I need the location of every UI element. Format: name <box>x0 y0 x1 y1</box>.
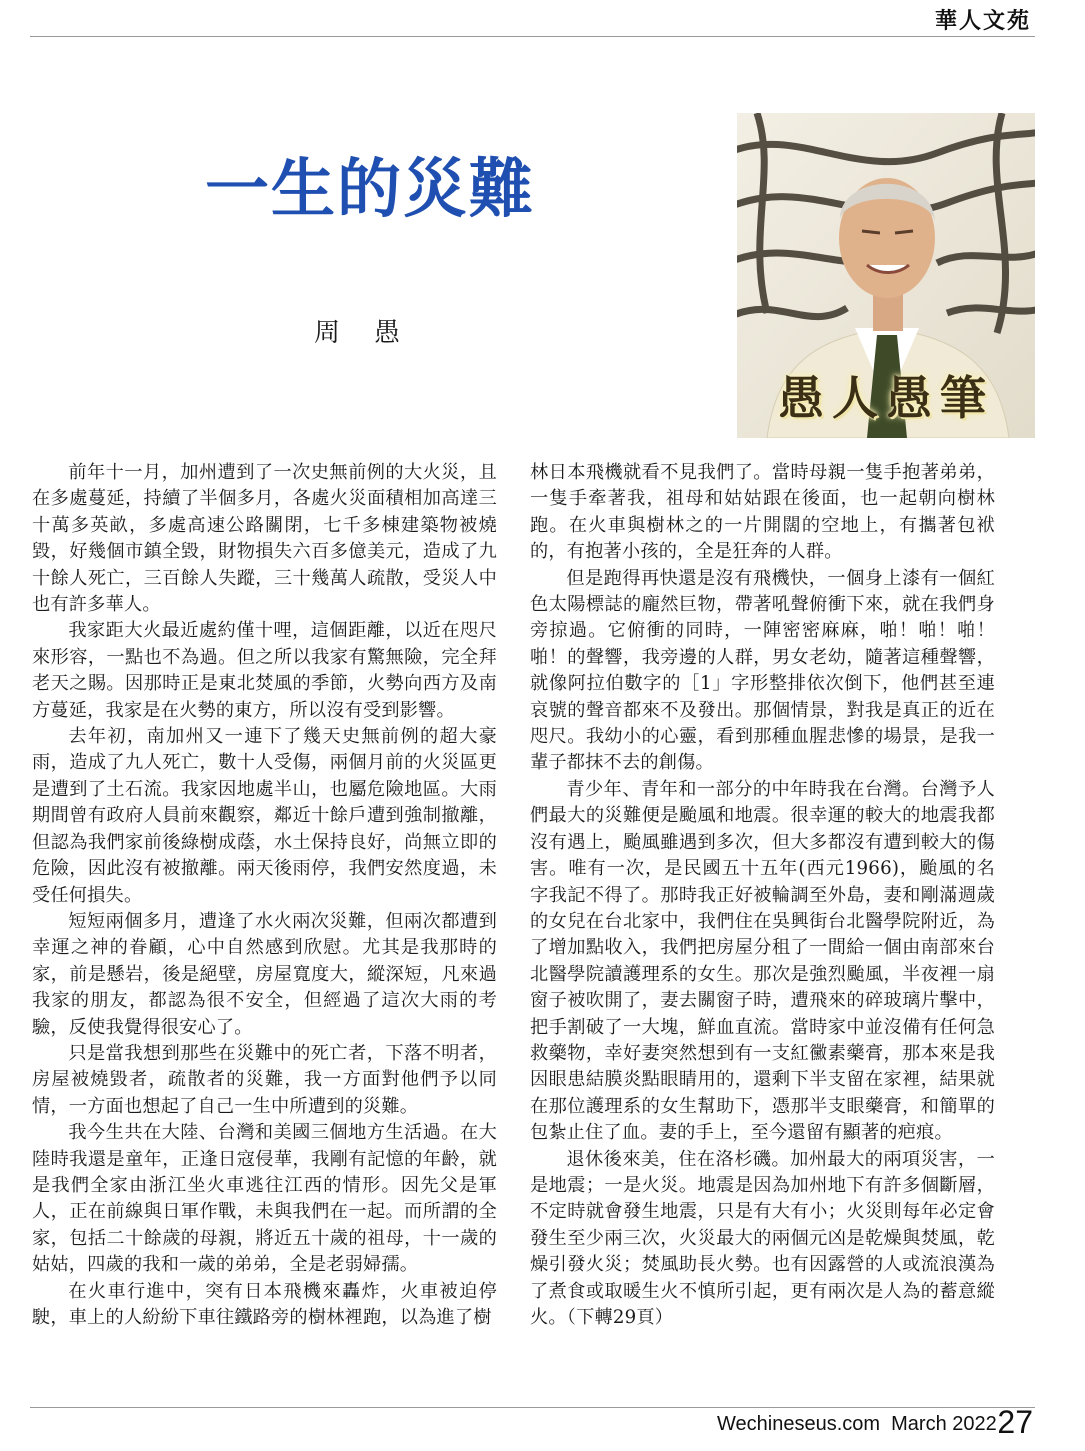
paragraph: 我家距大火最近處約僅十哩，這個距離，以近在咫尺來形容，一點也不為過。但之所以我家有驚無險，完全拜老天之賜。因那時正是東北焚風的季節，火勢向西方及南方蔓延，我家是在火勢的東方，所以沒有受到影響。 <box>32 620 497 721</box>
paragraph: 退休後來美，住在洛杉磯。加州最大的兩項災害，一是地震；一是火災。地震是因為加州地下有許多個斷層，不定時就會發生地震，只是有大有小；火災則每年必定會發生至少兩三次，火災最大的兩個元凶是乾燥與焚風，乾燥引發火災；焚風助長火勢。也有因露營的人或流浪漢為了煮食或取暖生火不慎所引起，更有兩次是人為的蓄意縱火。（下轉29頁） <box>530 1148 995 1328</box>
paragraph: 前年十一月，加州遭到了一次史無前例的大火災，且在多處蔓延，持續了半個多月，各處火災面積相加高達三十萬多英畝，多處高速公路關閉，七千多棟建築物被燒毀，好幾個市鎮全毀，財物損失六百多億美元，造成了九十餘人死亡，三百餘人失蹤，三十幾萬人疏散，受災人中也有許多華人。 <box>32 462 497 616</box>
photo-caption: 愚人愚筆 <box>778 371 994 425</box>
paragraph: 去年初，南加州又一連下了幾天史無前例的超大豪雨，造成了九人死亡，數十人受傷，兩個月前的火災區更是遭到了土石流。我家因地處半山，也屬危險地區。大雨期間曾有政府人員前來觀察，鄰近十餘戶遭到強制撤離，但認為我們家前後綠樹成蔭，水土保持良好，尚無立即的危險，因此沒有被撤離。兩天後雨停，我們安然度過，未受任何損失。 <box>32 726 497 906</box>
author-photo <box>737 113 1035 438</box>
paragraph: 青少年、青年和一部分的中年時我在台灣。台灣予人們最大的災難便是颱風和地震。很幸運的較大的地震我都沒有遇上，颱風雖遇到多次，但大多都沒有遭到較大的傷害。唯有一次，是民國五十五年(西元1966)，颱風的名字我記不得了。那時我正好被輪調至外島，妻和剛滿週歲的女兒在台北家中，我們住在吳興街台北醫學院附近，為了增加點收入，我們把房屋分租了一間給一個由南部來台北醫學院讀護理系的女生。那次是強烈颱風，半夜裡一扇窗子被吹開了，妻去關窗子時，遭飛來的碎玻璃片擊中，把手割破了一大塊，鮮血直流。當時家中並沒備有任何急救藥物，幸好妻突然想到有一支紅黴素藥膏，那本來是我因眼患結膜炎點眼睛用的，還剩下半支留在家裡，結果就在那位護理系的女生幫助下，憑那半支眼藥膏，和簡單的包紮止住了血。妻的手上，至今還留有顯著的疤痕。 <box>530 778 995 1144</box>
paragraph: 林日本飛機就看不見我們了。當時母親一隻手抱著弟弟，一隻手牽著我，祖母和姑姑跟在後面，也一起朝向樹林跑。在火車與樹林之的一片開闊的空地上，有攜著包袱的，有抱著小孩的，全是狂奔的人群。 <box>530 462 995 563</box>
section-title: 華人文苑 <box>934 8 1031 34</box>
paragraph: 短短兩個多月，遭逢了水火兩次災難，但兩次都遭到幸運之神的眷顧，心中自然感到欣慰。尤其是我那時的家，前是懸岩，後是絕壁，房屋寬度大，縱深短，凡來過我家的朋友，都認為很不安全，但經過了這次大雨的考驗，反使我覺得很安心了。 <box>32 910 497 1038</box>
paragraph: 在火車行進中，突有日本飛機來轟炸，火車被迫停駛，車上的人紛紛下車往鐵路旁的樹林裡跑，以為進了樹 <box>32 1280 497 1328</box>
paragraph: 但是跑得再快還是沒有飛機快，一個身上漆有一個紅色太陽標誌的龐然巨物，帶著吼聲俯衝下來，就在我們身旁掠過。它俯衝的同時，一陣密密麻麻，啪！啪！啪！啪！的聲響，我旁邊的人群，男女老幼，隨著這種聲響，就像阿拉伯數字的［1」字形整排依次倒下，他們甚至連哀號的聲音都來不及發出。那個情景，對我是真正的近在咫尺。我幼小的心靈，看到那種血腥悲慘的場景，是我一輩子都抹不去的創傷。 <box>530 567 995 774</box>
article-title: 一生的災難 <box>205 153 535 227</box>
article-author: 周愚 <box>314 318 435 348</box>
top-rule <box>30 36 1035 37</box>
bottom-rule <box>30 1407 1035 1408</box>
right-column <box>530 460 995 1360</box>
page-number: 27 <box>997 1404 1033 1440</box>
left-column <box>32 460 497 1360</box>
paragraph: 我今生共在大陸、台灣和美國三個地方生活過。在大陸時我還是童年，正逢日寇侵華，我剛有記憶的年齡，就是我們全家由浙江坐火車逃往江西的情形。因先父是軍人，正在前線與日軍作戰，未與我們在一起。而所謂的全家，包括二十餘歲的母親，將近五十歲的祖母，十一歲的姑姑，四歲的我和一歲的弟弟，全是老弱婦孺。 <box>32 1122 497 1276</box>
footer-site-date: Wechineseus.com March 2022 <box>717 1413 997 1435</box>
paragraph: 只是當我想到那些在災難中的死亡者，下落不明者，房屋被燒毀者，疏散者的災難，我一方面對他們予以同情，一方面也想起了自己一生中所遭到的災難。 <box>32 1042 497 1117</box>
